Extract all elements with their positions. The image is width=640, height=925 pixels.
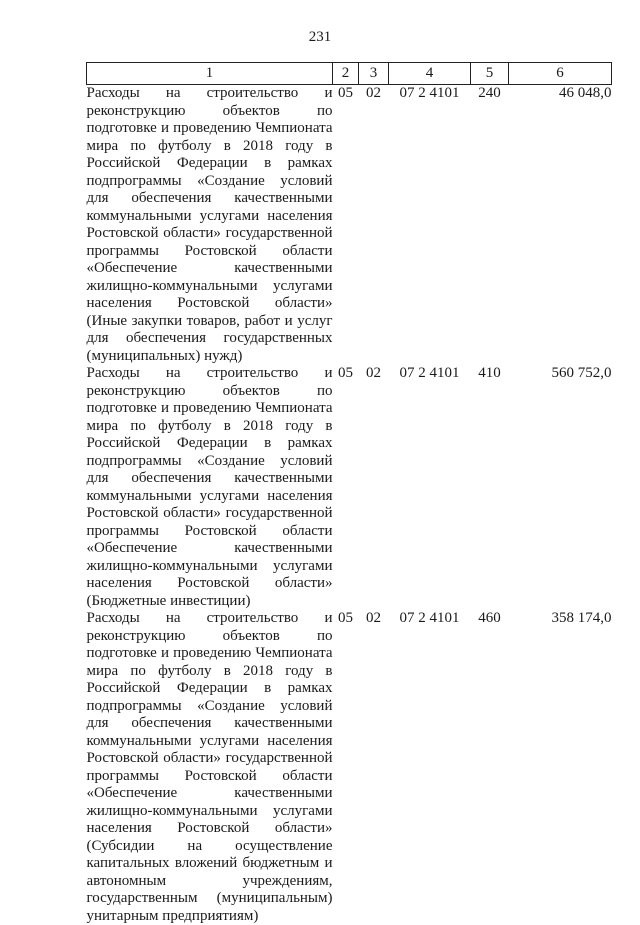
budget-table: [86, 62, 612, 925]
expense-description: Расходы на строительство и реконструкцию объектов по подготовке и проведению Чемпионата мира по футболу в 2018 году в Российской Федерации в рамках подпрограммы «Создание условий для обеспечения качественными коммунальными услугами населения Ростовской области» государственной программы Ростовской области «Обеспечение качественными жилищно-коммунальными услугами населения Ростовской области» (Бюджетные инвестиции): [87, 365, 333, 610]
table-header: [87, 63, 612, 85]
table-body: [87, 85, 612, 925]
table-row: [87, 610, 612, 925]
expense-type-code: 410: [471, 365, 509, 610]
subsection-code: 02: [359, 85, 389, 366]
column-header-5: 5: [471, 63, 509, 85]
amount: 358 174,0: [509, 610, 612, 925]
expense-description: Расходы на строительство и реконструкцию объектов по подготовке и проведению Чемпионата мира по футболу в 2018 году в Российской Федерации в рамках подпрограммы «Создание условий для обеспечения качественными коммунальными услугами населения Ростовской области» государственной программы Ростовской области «Обеспечение качественными жилищно-коммунальными услугами населения Ростовской области» (Субсидии на осуществление капитальных вложений бюджетным и автономным учреждениям, государственным (муниципальным) унитарным предприятиям): [87, 610, 333, 925]
target-article-code: 07 2 4101: [389, 85, 471, 366]
column-header-4: 4: [389, 63, 471, 85]
expense-type-code: 460: [471, 610, 509, 925]
amount: 46 048,0: [509, 85, 612, 366]
column-header-2: 2: [333, 63, 359, 85]
header-row: [87, 63, 612, 85]
column-header-1: 1: [87, 63, 333, 85]
section-code: 05: [333, 85, 359, 366]
page-number: 231: [0, 29, 640, 46]
target-article-code: 07 2 4101: [389, 365, 471, 610]
section-code: 05: [333, 365, 359, 610]
column-header-3: 3: [359, 63, 389, 85]
expense-type-code: 240: [471, 85, 509, 366]
table-row: [87, 365, 612, 610]
expense-description: Расходы на строительство и реконструкцию объектов по подготовке и проведению Чемпионата мира по футболу в 2018 году в Российской Федерации в рамках подпрограммы «Создание условий для обеспечения качественными коммунальными услугами населения Ростовской области» государственной программы Ростовской области «Обеспечение качественными жилищно-коммунальными услугами населения Ростовской области» (Иные закупки товаров, работ и услуг для обеспечения государственных (муниципальных) нужд): [87, 85, 333, 366]
section-code: 05: [333, 610, 359, 925]
target-article-code: 07 2 4101: [389, 610, 471, 925]
subsection-code: 02: [359, 365, 389, 610]
amount: 560 752,0: [509, 365, 612, 610]
subsection-code: 02: [359, 610, 389, 925]
column-header-6: 6: [509, 63, 612, 85]
table-row: [87, 85, 612, 366]
